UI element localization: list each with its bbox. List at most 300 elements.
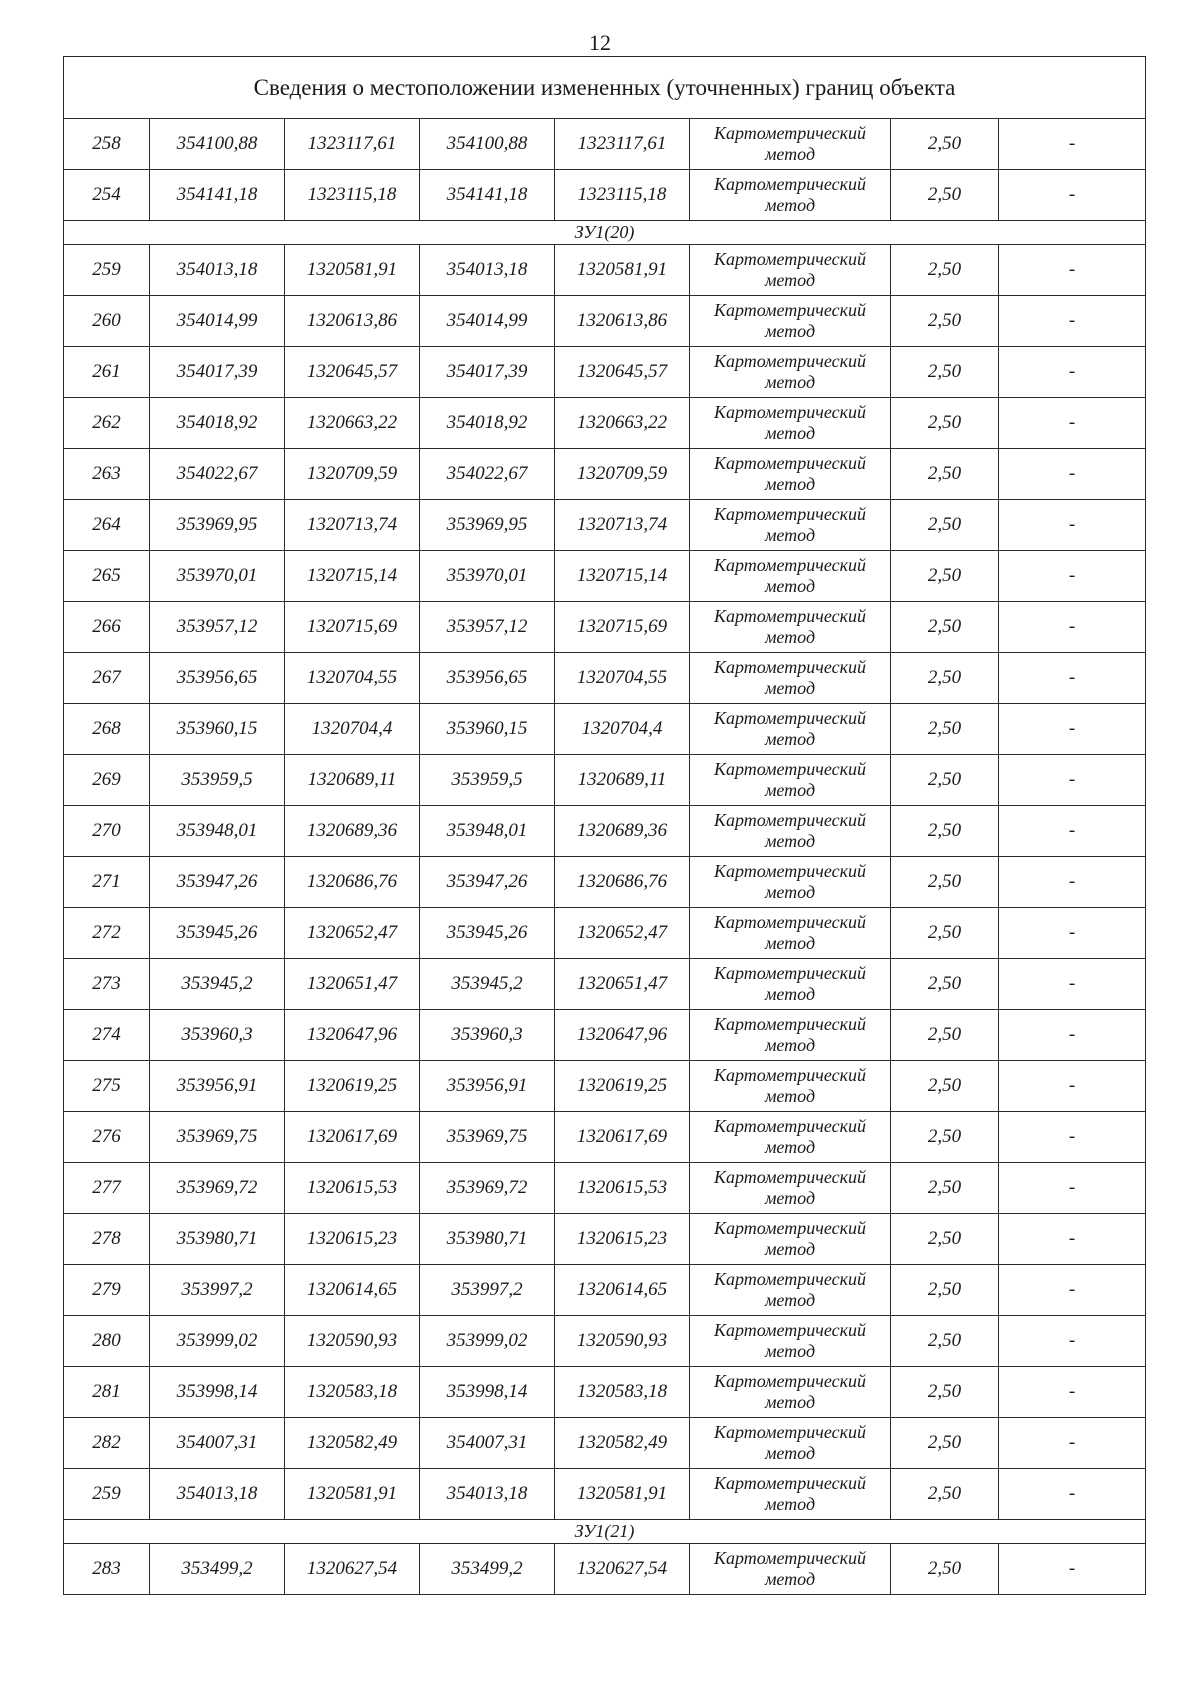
table-row — [64, 119, 1146, 170]
refined-y-cell: 1320715,69 — [555, 602, 690, 653]
existing-x-cell: 354018,92 — [150, 398, 285, 449]
table-row — [64, 170, 1146, 221]
refined-x-cell: 354014,99 — [420, 296, 555, 347]
accuracy-cell: 2,50 — [891, 1061, 999, 1112]
method-line-1: Картометрический — [713, 1473, 866, 1493]
table-row — [64, 1367, 1146, 1418]
table-row — [64, 347, 1146, 398]
note-cell: - — [999, 1316, 1146, 1367]
existing-x-cell: 353999,02 — [150, 1316, 285, 1367]
method-cell — [690, 1418, 891, 1469]
accuracy-cell: 2,50 — [891, 1163, 999, 1214]
accuracy-cell: 2,50 — [891, 857, 999, 908]
table-row — [64, 908, 1146, 959]
existing-x-cell: 353980,71 — [150, 1214, 285, 1265]
refined-y-cell: 1323115,18 — [555, 170, 690, 221]
point-number-cell: 276 — [64, 1112, 150, 1163]
method-cell — [690, 1214, 891, 1265]
existing-x-cell: 354007,31 — [150, 1418, 285, 1469]
method-cell — [690, 119, 891, 170]
method-cell — [690, 1010, 891, 1061]
refined-x-cell: 353948,01 — [420, 806, 555, 857]
point-number-cell: 264 — [64, 500, 150, 551]
refined-y-cell: 1320590,93 — [555, 1316, 690, 1367]
point-number-cell: 280 — [64, 1316, 150, 1367]
refined-x-cell: 354017,39 — [420, 347, 555, 398]
refined-x-cell: 353997,2 — [420, 1265, 555, 1316]
point-number-cell: 283 — [64, 1544, 150, 1595]
existing-x-cell: 354141,18 — [150, 170, 285, 221]
refined-y-cell: 1320715,14 — [555, 551, 690, 602]
method-line-1: Картометрический — [713, 174, 866, 194]
refined-y-cell: 1320617,69 — [555, 1112, 690, 1163]
existing-x-cell: 353945,26 — [150, 908, 285, 959]
note-cell: - — [999, 1367, 1146, 1418]
point-number-cell: 279 — [64, 1265, 150, 1316]
refined-x-cell: 353960,3 — [420, 1010, 555, 1061]
table-row — [64, 1265, 1146, 1316]
accuracy-cell: 2,50 — [891, 1265, 999, 1316]
method-line-1: Картометрический — [713, 1065, 866, 1085]
method-line-2: метод — [764, 423, 816, 443]
method-line-1: Картометрический — [713, 123, 866, 143]
method-line-1: Картометрический — [713, 453, 866, 473]
refined-x-cell: 353999,02 — [420, 1316, 555, 1367]
accuracy-cell: 2,50 — [891, 449, 999, 500]
table-row — [64, 1316, 1146, 1367]
point-number-cell: 266 — [64, 602, 150, 653]
note-cell: - — [999, 1163, 1146, 1214]
table-row — [64, 857, 1146, 908]
refined-y-cell: 1320713,74 — [555, 500, 690, 551]
method-line-1: Картометрический — [713, 1014, 866, 1034]
method-line-1: Картометрический — [713, 1422, 866, 1442]
refined-y-cell: 1320582,49 — [555, 1418, 690, 1469]
accuracy-cell: 2,50 — [891, 1010, 999, 1061]
existing-x-cell: 353956,65 — [150, 653, 285, 704]
accuracy-cell: 2,50 — [891, 1214, 999, 1265]
method-line-1: Картометрический — [713, 1167, 866, 1187]
point-number-cell: 269 — [64, 755, 150, 806]
existing-y-cell: 1320581,91 — [285, 245, 420, 296]
existing-y-cell: 1320715,69 — [285, 602, 420, 653]
existing-x-cell: 353499,2 — [150, 1544, 285, 1595]
refined-x-cell: 354141,18 — [420, 170, 555, 221]
existing-y-cell: 1320704,55 — [285, 653, 420, 704]
method-line-2: метод — [764, 195, 816, 215]
method-cell — [690, 857, 891, 908]
table-row — [64, 806, 1146, 857]
method-line-2: метод — [764, 1035, 816, 1055]
accuracy-cell: 2,50 — [891, 1418, 999, 1469]
method-line-2: метод — [764, 144, 816, 164]
existing-y-cell: 1320686,76 — [285, 857, 420, 908]
existing-x-cell: 353957,12 — [150, 602, 285, 653]
method-line-1: Картометрический — [713, 1218, 866, 1238]
method-line-1: Картометрический — [713, 249, 866, 269]
point-number-cell: 259 — [64, 1469, 150, 1520]
accuracy-cell: 2,50 — [891, 704, 999, 755]
existing-x-cell: 353969,72 — [150, 1163, 285, 1214]
existing-x-cell: 353956,91 — [150, 1061, 285, 1112]
page-number: 12 — [589, 30, 611, 55]
method-line-2: метод — [764, 1392, 816, 1412]
method-line-2: метод — [764, 576, 816, 596]
method-line-2: метод — [764, 729, 816, 749]
method-cell — [690, 1265, 891, 1316]
existing-x-cell: 353998,14 — [150, 1367, 285, 1418]
existing-y-cell: 1320715,14 — [285, 551, 420, 602]
method-line-1: Картометрический — [713, 504, 866, 524]
note-cell: - — [999, 449, 1146, 500]
existing-y-cell: 1320615,53 — [285, 1163, 420, 1214]
existing-y-cell: 1320647,96 — [285, 1010, 420, 1061]
point-number-cell: 278 — [64, 1214, 150, 1265]
refined-x-cell: 353956,65 — [420, 653, 555, 704]
method-line-1: Картометрический — [713, 912, 866, 932]
method-line-1: Картометрический — [713, 300, 866, 320]
refined-x-cell: 354013,18 — [420, 1469, 555, 1520]
note-cell: - — [999, 1265, 1146, 1316]
point-number-cell: 268 — [64, 704, 150, 755]
method-cell — [690, 602, 891, 653]
refined-x-cell: 353960,15 — [420, 704, 555, 755]
note-cell: - — [999, 704, 1146, 755]
refined-x-cell: 353998,14 — [420, 1367, 555, 1418]
refined-x-cell: 354018,92 — [420, 398, 555, 449]
point-number-cell: 282 — [64, 1418, 150, 1469]
table-row — [64, 1418, 1146, 1469]
point-number-cell: 263 — [64, 449, 150, 500]
refined-y-cell: 1320615,23 — [555, 1214, 690, 1265]
method-cell — [690, 500, 891, 551]
accuracy-cell: 2,50 — [891, 959, 999, 1010]
refined-x-cell: 354022,67 — [420, 449, 555, 500]
method-cell — [690, 1316, 891, 1367]
existing-y-cell: 1320583,18 — [285, 1367, 420, 1418]
method-cell — [690, 296, 891, 347]
accuracy-cell: 2,50 — [891, 245, 999, 296]
method-line-2: метод — [764, 1086, 816, 1106]
refined-x-cell: 353957,12 — [420, 602, 555, 653]
refined-x-cell: 353969,75 — [420, 1112, 555, 1163]
table-row — [64, 1061, 1146, 1112]
method-cell — [690, 398, 891, 449]
note-cell: - — [999, 1061, 1146, 1112]
note-cell: - — [999, 908, 1146, 959]
existing-x-cell: 353997,2 — [150, 1265, 285, 1316]
refined-x-cell: 353969,72 — [420, 1163, 555, 1214]
method-cell — [690, 959, 891, 1010]
method-cell — [690, 1544, 891, 1595]
existing-y-cell: 1320709,59 — [285, 449, 420, 500]
existing-y-cell: 1320590,93 — [285, 1316, 420, 1367]
section-label: ЗУ1(21) — [64, 1520, 1146, 1544]
method-line-2: метод — [764, 1494, 816, 1514]
refined-y-cell: 1320704,55 — [555, 653, 690, 704]
method-line-2: метод — [764, 780, 816, 800]
method-line-2: метод — [764, 1188, 816, 1208]
note-cell: - — [999, 1418, 1146, 1469]
accuracy-cell: 2,50 — [891, 908, 999, 959]
refined-x-cell: 353945,2 — [420, 959, 555, 1010]
method-cell — [690, 1112, 891, 1163]
existing-y-cell: 1320619,25 — [285, 1061, 420, 1112]
refined-y-cell: 1320709,59 — [555, 449, 690, 500]
existing-y-cell: 1320713,74 — [285, 500, 420, 551]
existing-x-cell: 354013,18 — [150, 1469, 285, 1520]
existing-x-cell: 354014,99 — [150, 296, 285, 347]
refined-x-cell: 353945,26 — [420, 908, 555, 959]
boundary-coordinates-table — [63, 56, 1146, 1595]
table-row — [64, 245, 1146, 296]
point-number-cell: 265 — [64, 551, 150, 602]
existing-y-cell: 1320663,22 — [285, 398, 420, 449]
existing-x-cell: 354017,39 — [150, 347, 285, 398]
note-cell: - — [999, 551, 1146, 602]
refined-y-cell: 1320647,96 — [555, 1010, 690, 1061]
refined-y-cell: 1320619,25 — [555, 1061, 690, 1112]
existing-y-cell: 1320689,11 — [285, 755, 420, 806]
accuracy-cell: 2,50 — [891, 398, 999, 449]
point-number-cell: 271 — [64, 857, 150, 908]
note-cell: - — [999, 806, 1146, 857]
note-cell: - — [999, 170, 1146, 221]
existing-y-cell: 1320614,65 — [285, 1265, 420, 1316]
point-number-cell: 258 — [64, 119, 150, 170]
table-row — [64, 959, 1146, 1010]
refined-y-cell: 1320704,4 — [555, 704, 690, 755]
table-row — [64, 602, 1146, 653]
existing-x-cell: 353960,3 — [150, 1010, 285, 1061]
note-cell: - — [999, 1010, 1146, 1061]
note-cell: - — [999, 755, 1146, 806]
table-row — [64, 296, 1146, 347]
method-cell — [690, 704, 891, 755]
method-cell — [690, 908, 891, 959]
refined-x-cell: 353980,71 — [420, 1214, 555, 1265]
refined-x-cell: 353970,01 — [420, 551, 555, 602]
method-line-2: метод — [764, 882, 816, 902]
table-row — [64, 755, 1146, 806]
refined-y-cell: 1320583,18 — [555, 1367, 690, 1418]
accuracy-cell: 2,50 — [891, 653, 999, 704]
existing-y-cell: 1320651,47 — [285, 959, 420, 1010]
note-cell: - — [999, 959, 1146, 1010]
existing-x-cell: 354022,67 — [150, 449, 285, 500]
method-line-2: метод — [764, 321, 816, 341]
method-line-1: Картометрический — [713, 1116, 866, 1136]
accuracy-cell: 2,50 — [891, 755, 999, 806]
note-cell: - — [999, 653, 1146, 704]
table-row — [64, 1469, 1146, 1520]
method-cell — [690, 449, 891, 500]
accuracy-cell: 2,50 — [891, 1544, 999, 1595]
refined-y-cell: 1320689,36 — [555, 806, 690, 857]
note-cell: - — [999, 245, 1146, 296]
method-cell — [690, 653, 891, 704]
method-line-2: метод — [764, 372, 816, 392]
method-line-1: Картометрический — [713, 606, 866, 626]
point-number-cell: 270 — [64, 806, 150, 857]
existing-x-cell: 353959,5 — [150, 755, 285, 806]
method-cell — [690, 1163, 891, 1214]
accuracy-cell: 2,50 — [891, 1112, 999, 1163]
method-cell — [690, 1367, 891, 1418]
table-row — [64, 653, 1146, 704]
existing-y-cell: 1320617,69 — [285, 1112, 420, 1163]
method-line-2: метод — [764, 627, 816, 647]
method-line-2: метод — [764, 1569, 816, 1589]
existing-y-cell: 1320689,36 — [285, 806, 420, 857]
method-line-2: метод — [764, 474, 816, 494]
point-number-cell: 267 — [64, 653, 150, 704]
existing-y-cell: 1323115,18 — [285, 170, 420, 221]
method-cell — [690, 755, 891, 806]
note-cell: - — [999, 500, 1146, 551]
method-cell — [690, 347, 891, 398]
accuracy-cell: 2,50 — [891, 1316, 999, 1367]
accuracy-cell: 2,50 — [891, 551, 999, 602]
note-cell: - — [999, 1214, 1146, 1265]
refined-y-cell: 1320689,11 — [555, 755, 690, 806]
refined-y-cell: 1323117,61 — [555, 119, 690, 170]
table-row — [64, 1112, 1146, 1163]
method-line-1: Картометрический — [713, 1548, 866, 1568]
refined-y-cell: 1320615,53 — [555, 1163, 690, 1214]
refined-y-cell: 1320627,54 — [555, 1544, 690, 1595]
accuracy-cell: 2,50 — [891, 1367, 999, 1418]
existing-x-cell: 353969,95 — [150, 500, 285, 551]
accuracy-cell: 2,50 — [891, 119, 999, 170]
method-line-2: метод — [764, 1341, 816, 1361]
point-number-cell: 275 — [64, 1061, 150, 1112]
existing-x-cell: 353948,01 — [150, 806, 285, 857]
point-number-cell: 274 — [64, 1010, 150, 1061]
note-cell: - — [999, 296, 1146, 347]
method-line-1: Картометрический — [713, 657, 866, 677]
table-row — [64, 704, 1146, 755]
note-cell: - — [999, 1469, 1146, 1520]
refined-x-cell: 353956,91 — [420, 1061, 555, 1112]
method-line-1: Картометрический — [713, 1269, 866, 1289]
method-line-1: Картометрический — [713, 555, 866, 575]
existing-y-cell: 1323117,61 — [285, 119, 420, 170]
note-cell: - — [999, 347, 1146, 398]
refined-y-cell: 1320581,91 — [555, 245, 690, 296]
note-cell: - — [999, 1112, 1146, 1163]
refined-y-cell: 1320686,76 — [555, 857, 690, 908]
point-number-cell: 259 — [64, 245, 150, 296]
method-cell — [690, 245, 891, 296]
note-cell: - — [999, 602, 1146, 653]
method-line-2: метод — [764, 933, 816, 953]
table-title-row — [64, 57, 1146, 119]
note-cell: - — [999, 1544, 1146, 1595]
refined-y-cell: 1320652,47 — [555, 908, 690, 959]
point-number-cell: 254 — [64, 170, 150, 221]
method-line-2: метод — [764, 984, 816, 1004]
method-cell — [690, 170, 891, 221]
refined-y-cell: 1320581,91 — [555, 1469, 690, 1520]
existing-x-cell: 353969,75 — [150, 1112, 285, 1163]
method-line-1: Картометрический — [713, 861, 866, 881]
existing-x-cell: 354013,18 — [150, 245, 285, 296]
method-cell — [690, 806, 891, 857]
method-line-2: метод — [764, 525, 816, 545]
method-line-1: Картометрический — [713, 351, 866, 371]
point-number-cell: 260 — [64, 296, 150, 347]
refined-x-cell: 354100,88 — [420, 119, 555, 170]
existing-x-cell: 353960,15 — [150, 704, 285, 755]
table-row — [64, 1010, 1146, 1061]
method-line-2: метод — [764, 678, 816, 698]
point-number-cell: 272 — [64, 908, 150, 959]
existing-y-cell: 1320615,23 — [285, 1214, 420, 1265]
method-line-2: метод — [764, 270, 816, 290]
refined-y-cell: 1320613,86 — [555, 296, 690, 347]
refined-x-cell: 353959,5 — [420, 755, 555, 806]
accuracy-cell: 2,50 — [891, 296, 999, 347]
existing-y-cell: 1320652,47 — [285, 908, 420, 959]
refined-y-cell: 1320651,47 — [555, 959, 690, 1010]
note-cell: - — [999, 857, 1146, 908]
method-line-2: метод — [764, 1290, 816, 1310]
accuracy-cell: 2,50 — [891, 1469, 999, 1520]
method-line-1: Картометрический — [713, 1371, 866, 1391]
refined-y-cell: 1320663,22 — [555, 398, 690, 449]
table-row — [64, 1163, 1146, 1214]
section-row — [64, 221, 1146, 245]
table-row — [64, 1544, 1146, 1595]
accuracy-cell: 2,50 — [891, 602, 999, 653]
table-row — [64, 449, 1146, 500]
refined-x-cell: 353499,2 — [420, 1544, 555, 1595]
table-row — [64, 398, 1146, 449]
table-row — [64, 551, 1146, 602]
refined-x-cell: 354013,18 — [420, 245, 555, 296]
existing-y-cell: 1320645,57 — [285, 347, 420, 398]
method-line-2: метод — [764, 1443, 816, 1463]
method-cell — [690, 1469, 891, 1520]
note-cell: - — [999, 119, 1146, 170]
refined-x-cell: 354007,31 — [420, 1418, 555, 1469]
method-line-2: метод — [764, 1239, 816, 1259]
existing-y-cell: 1320582,49 — [285, 1418, 420, 1469]
method-line-2: метод — [764, 1137, 816, 1157]
existing-x-cell: 354100,88 — [150, 119, 285, 170]
accuracy-cell: 2,50 — [891, 170, 999, 221]
section-label: ЗУ1(20) — [64, 221, 1146, 245]
existing-x-cell: 353945,2 — [150, 959, 285, 1010]
refined-y-cell: 1320645,57 — [555, 347, 690, 398]
table-title: Сведения о местоположении измененных (уточненных) границ объекта — [64, 57, 1146, 119]
method-line-1: Картометрический — [713, 1320, 866, 1340]
accuracy-cell: 2,50 — [891, 806, 999, 857]
point-number-cell: 261 — [64, 347, 150, 398]
table-row — [64, 500, 1146, 551]
existing-y-cell: 1320704,4 — [285, 704, 420, 755]
note-cell: - — [999, 398, 1146, 449]
existing-x-cell: 353970,01 — [150, 551, 285, 602]
method-line-1: Картометрический — [713, 402, 866, 422]
existing-y-cell: 1320627,54 — [285, 1544, 420, 1595]
refined-y-cell: 1320614,65 — [555, 1265, 690, 1316]
point-number-cell: 277 — [64, 1163, 150, 1214]
method-line-1: Картометрический — [713, 963, 866, 983]
section-row — [64, 1520, 1146, 1544]
point-number-cell: 273 — [64, 959, 150, 1010]
